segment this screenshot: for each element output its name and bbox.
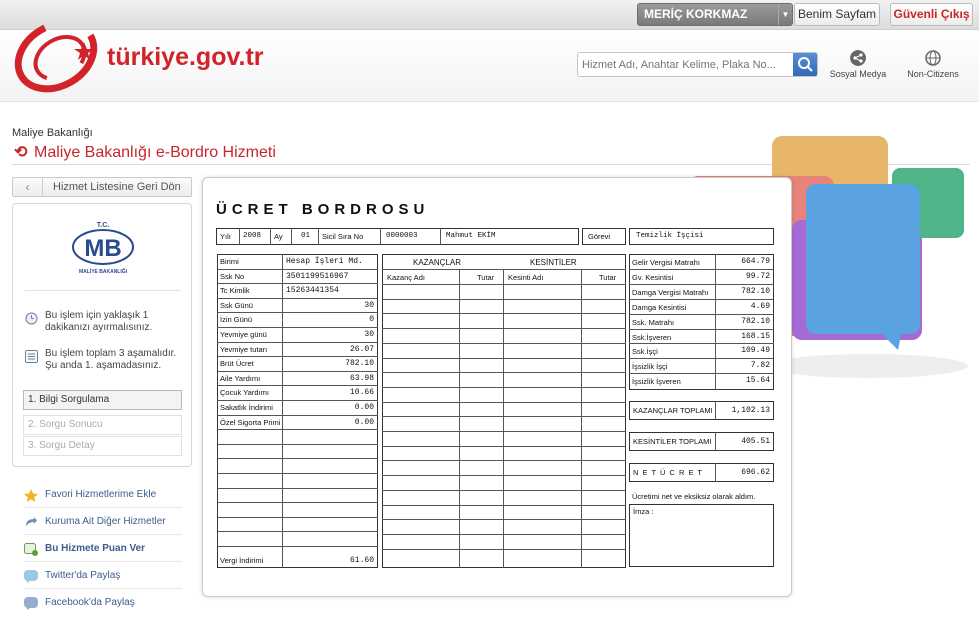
- grid-line: [382, 299, 626, 300]
- ministry-logo-top: T.C.: [96, 222, 110, 229]
- non-citizens-label: Non-Citizens: [907, 69, 959, 79]
- step-1[interactable]: 1. Bilgi Sorgulama: [23, 390, 182, 410]
- chevron-down-icon: ▼: [778, 4, 792, 25]
- steps-text: Bu işlem toplam 3 aşamalıdır. Şu anda 1. aşamadasınız.: [45, 348, 177, 371]
- tax-label: Damga Vergisi Matrahı: [632, 288, 709, 297]
- earnings-total-label: KAZANÇLAR TOPLAMI: [633, 406, 713, 415]
- grid-line: [629, 373, 774, 374]
- globe-icon: [925, 50, 941, 66]
- grid-line: [382, 475, 626, 476]
- employee-name: Mahmut EKİM: [446, 232, 496, 240]
- search-box: [577, 52, 818, 77]
- detail-label: İzin Günü: [220, 315, 253, 324]
- grid-line: [382, 505, 626, 506]
- grid-line: [217, 488, 378, 489]
- grid-line: [382, 549, 626, 550]
- detail-label: Özel Sigorta Primi: [220, 418, 281, 427]
- detail-value: 0: [369, 315, 374, 324]
- grid-line: [382, 372, 626, 373]
- detail-value: 30: [364, 330, 374, 339]
- detail-value: 63.98: [349, 374, 374, 383]
- grid-line: [382, 387, 626, 388]
- add-favorite-label: Favori Hizmetlerime Ekle: [45, 489, 157, 500]
- grid-line: [382, 519, 626, 520]
- grid-line: [629, 329, 774, 330]
- detail-label: Sakatlık İndirimi: [220, 403, 273, 412]
- net-salary-value: 696.62: [741, 468, 770, 477]
- chevron-left-icon: ‹: [13, 178, 43, 196]
- tax-label: Gelir Vergisi Matrahı: [632, 258, 700, 267]
- tax-value: 15.64: [745, 376, 770, 385]
- grid-line: [217, 473, 378, 474]
- rate-service-label: Bu Hizmete Puan Ver: [45, 543, 146, 554]
- social-media-link[interactable]: [828, 50, 888, 79]
- detail-value: 3501199516967: [286, 272, 349, 281]
- detail-label: Yevmiye günü: [220, 330, 267, 339]
- month-value: 01: [301, 232, 311, 240]
- deductions-total-label: KESİNTİLER TOPLAMI: [633, 437, 712, 446]
- grid-line: [217, 327, 378, 328]
- tax-label: Gv. Kesintisi: [632, 273, 674, 282]
- rate-icon: [24, 543, 38, 556]
- turkiye-gov-logo[interactable]: [12, 24, 312, 94]
- detail-value: 30: [364, 301, 374, 310]
- grid-line: [217, 400, 378, 401]
- detail-value: 26.07: [349, 345, 374, 354]
- ministry-logo-bottom: MALİYE BAKANLIĞI: [78, 269, 128, 275]
- grid-line: [629, 284, 774, 285]
- clock-icon: [25, 312, 38, 325]
- detail-label: Yevmiye tutarı: [220, 345, 268, 354]
- grid-line: [629, 269, 774, 270]
- grid-line: [459, 269, 460, 568]
- month-label: Ay: [274, 232, 283, 241]
- page-title-text: Maliye Bakanlığı e-Bordro Hizmeti: [34, 144, 276, 161]
- ministry-logo-mark: MB: [84, 235, 122, 262]
- side-divider: [24, 507, 182, 508]
- detail-label: Aile Yardımı: [220, 374, 261, 383]
- user-name: MERİÇ KORKMAZ: [644, 7, 748, 21]
- grid-line: [217, 517, 378, 518]
- grid-line: [382, 534, 626, 535]
- detail-value: 15263441354: [286, 286, 339, 295]
- detail-value: 0.00: [354, 403, 374, 412]
- detail-value: 10.66: [349, 388, 374, 397]
- grid-line: [503, 269, 504, 568]
- step-3: 3. Sorgu Detay: [23, 436, 182, 456]
- duty-value: Temizlik İşçisi: [636, 232, 704, 240]
- detail-value: 782.10: [345, 359, 374, 368]
- grid-line: [382, 460, 626, 461]
- steps-info: [25, 348, 185, 374]
- page-title: [14, 142, 276, 162]
- ministry-name: Maliye Bakanlığı: [12, 127, 93, 139]
- arrow-curve-icon: [24, 516, 38, 529]
- grid-line: [440, 228, 441, 245]
- side-divider: [24, 534, 182, 535]
- logo-text: türkiye.gov.tr: [107, 43, 264, 71]
- duration-text: Bu işlem için yaklaşık 1 dakikanızı ayırmalısınız.: [45, 310, 153, 333]
- my-page-button[interactable]: Benim Sayfam: [794, 3, 880, 26]
- duration-info: [25, 310, 185, 336]
- tax-label: İşsizlik İşçi: [632, 362, 668, 371]
- tax-value: 4.69: [750, 302, 770, 311]
- grid-line: [629, 358, 774, 359]
- tax-label: Ssk. Matrahı: [632, 318, 675, 327]
- detail-label: Tc Kimlik: [220, 286, 250, 295]
- grid-line: [217, 342, 378, 343]
- grid-line: [217, 502, 378, 503]
- ministry-logo: [69, 218, 137, 276]
- back-to-service-list-button[interactable]: [12, 177, 192, 197]
- detail-value: Hesap İşleri Md.: [286, 257, 363, 266]
- duty-label: Görevi: [588, 232, 611, 241]
- service-info-panel: [12, 203, 192, 467]
- list-icon: [25, 350, 38, 363]
- twitter-icon: [24, 570, 38, 583]
- logout-button[interactable]: Güvenli Çıkış: [890, 3, 973, 26]
- deductions-header: KESİNTİLER: [530, 258, 577, 267]
- social-media-label: Sosyal Medya: [829, 69, 887, 79]
- tax-value: 782.10: [741, 287, 770, 296]
- search-input[interactable]: [582, 55, 790, 74]
- deductions-total-value: 405.51: [741, 437, 770, 446]
- year-value: 2008: [243, 232, 262, 240]
- grid-line: [629, 314, 774, 315]
- tax-label: Damga Kesintisi: [632, 303, 687, 312]
- grid-line: [382, 343, 626, 344]
- tax-value: 109.49: [741, 346, 770, 355]
- twitter-share-label: Twitter'da Paylaş: [45, 570, 121, 581]
- step-2: 2. Sorgu Sonucu: [23, 415, 182, 435]
- detail-label: Çocuk Yardımı: [220, 388, 269, 397]
- grid-line: [217, 531, 378, 532]
- tax-value: 168.15: [741, 332, 770, 341]
- logo-divider: [25, 290, 181, 291]
- grid-line: [217, 546, 378, 547]
- earning-amount-header: Tutar: [477, 273, 495, 282]
- tax-label: İşsizlik İşveren: [632, 377, 681, 386]
- facebook-share-label: Facebook'da Paylaş: [45, 597, 135, 608]
- receipt-statement: Ücretimi net ve eksiksiz olarak aldım.: [632, 492, 756, 501]
- side-divider: [24, 588, 182, 589]
- grid-line: [382, 313, 626, 314]
- detail-label: Brüt Ücret: [220, 359, 254, 368]
- grid-line: [382, 402, 626, 403]
- grid-line: [715, 463, 716, 482]
- grid-line: [217, 269, 378, 270]
- grid-line: [581, 269, 582, 568]
- grid-line: [217, 356, 378, 357]
- grid-line: [382, 284, 626, 285]
- detail-value: 0.00: [354, 418, 374, 427]
- detail-label: Ssk No: [220, 272, 245, 281]
- grid-line: [217, 444, 378, 445]
- grid-line: [382, 416, 626, 417]
- grid-line: [715, 401, 716, 420]
- tax-value: 7.82: [750, 361, 770, 370]
- side-divider: [24, 561, 182, 562]
- other-services-label: Kuruma Ait Diğer Hizmetler: [45, 516, 166, 527]
- grid-line: [270, 228, 271, 245]
- tax-deduction-label: Vergi İndirimi: [220, 556, 264, 565]
- star-icon: [24, 489, 38, 502]
- facebook-icon: [24, 597, 38, 610]
- tax-value: 664.79: [741, 257, 770, 266]
- grid-line: [629, 299, 774, 300]
- tax-label: Ssk.İşçi: [632, 347, 658, 356]
- refresh-icon: ⟲: [14, 144, 28, 161]
- detail-label: Ssk Günü: [220, 301, 253, 310]
- grid-line: [217, 312, 378, 313]
- grid-line: [217, 429, 378, 430]
- earnings-total-value: 1,102.13: [731, 406, 770, 415]
- grid-line: [715, 432, 716, 451]
- earnings-header: KAZANÇLAR: [413, 258, 462, 267]
- grid-line: [629, 343, 774, 344]
- header-divider: [0, 101, 979, 102]
- grid-line: [291, 228, 292, 245]
- registry-label: Sicil Sıra No: [322, 232, 364, 241]
- back-button-label: Hizmet Listesine Geri Dön: [53, 181, 181, 193]
- search-button[interactable]: [793, 53, 817, 76]
- grid-line: [318, 228, 319, 245]
- deduction-amount-header: Tutar: [599, 273, 617, 282]
- grid-line: [217, 385, 378, 386]
- grid-line: [217, 371, 378, 372]
- earning-name-header: Kazanç Adı: [387, 273, 425, 282]
- grid-line: [382, 269, 626, 270]
- signature-label: İmza :: [633, 507, 654, 516]
- tax-label: Ssk.İşveren: [632, 333, 672, 342]
- grid-line: [382, 446, 626, 447]
- grid-line: [380, 228, 381, 245]
- grid-line: [217, 283, 378, 284]
- user-menu-dropdown[interactable]: [637, 3, 793, 26]
- payroll-title: ÜCRET BORDROSU: [216, 201, 430, 218]
- grid-line: [382, 490, 626, 491]
- share-icon: [850, 50, 866, 66]
- year-label: Yılı: [220, 232, 231, 241]
- tax-deduction-value: 61.60: [349, 556, 374, 565]
- tax-value: 782.10: [741, 317, 770, 326]
- search-icon: [793, 53, 817, 76]
- non-citizens-link[interactable]: [903, 50, 963, 79]
- deduction-name-header: Kesinti Adı: [508, 273, 544, 282]
- registry-value: 0000003: [386, 232, 418, 240]
- net-salary-label: N E T Ü C R E T: [633, 468, 704, 477]
- grid-line: [715, 254, 716, 390]
- grid-line: [382, 431, 626, 432]
- earnings-deductions-table: [382, 254, 626, 568]
- grid-line: [239, 228, 240, 245]
- grid-line: [217, 298, 378, 299]
- grid-line: [217, 458, 378, 459]
- grid-line: [217, 415, 378, 416]
- detail-label: Birimi: [220, 257, 239, 266]
- grid-line: [382, 328, 626, 329]
- tax-value: 99.72: [745, 272, 770, 281]
- grid-line: [282, 254, 283, 568]
- grid-line: [382, 358, 626, 359]
